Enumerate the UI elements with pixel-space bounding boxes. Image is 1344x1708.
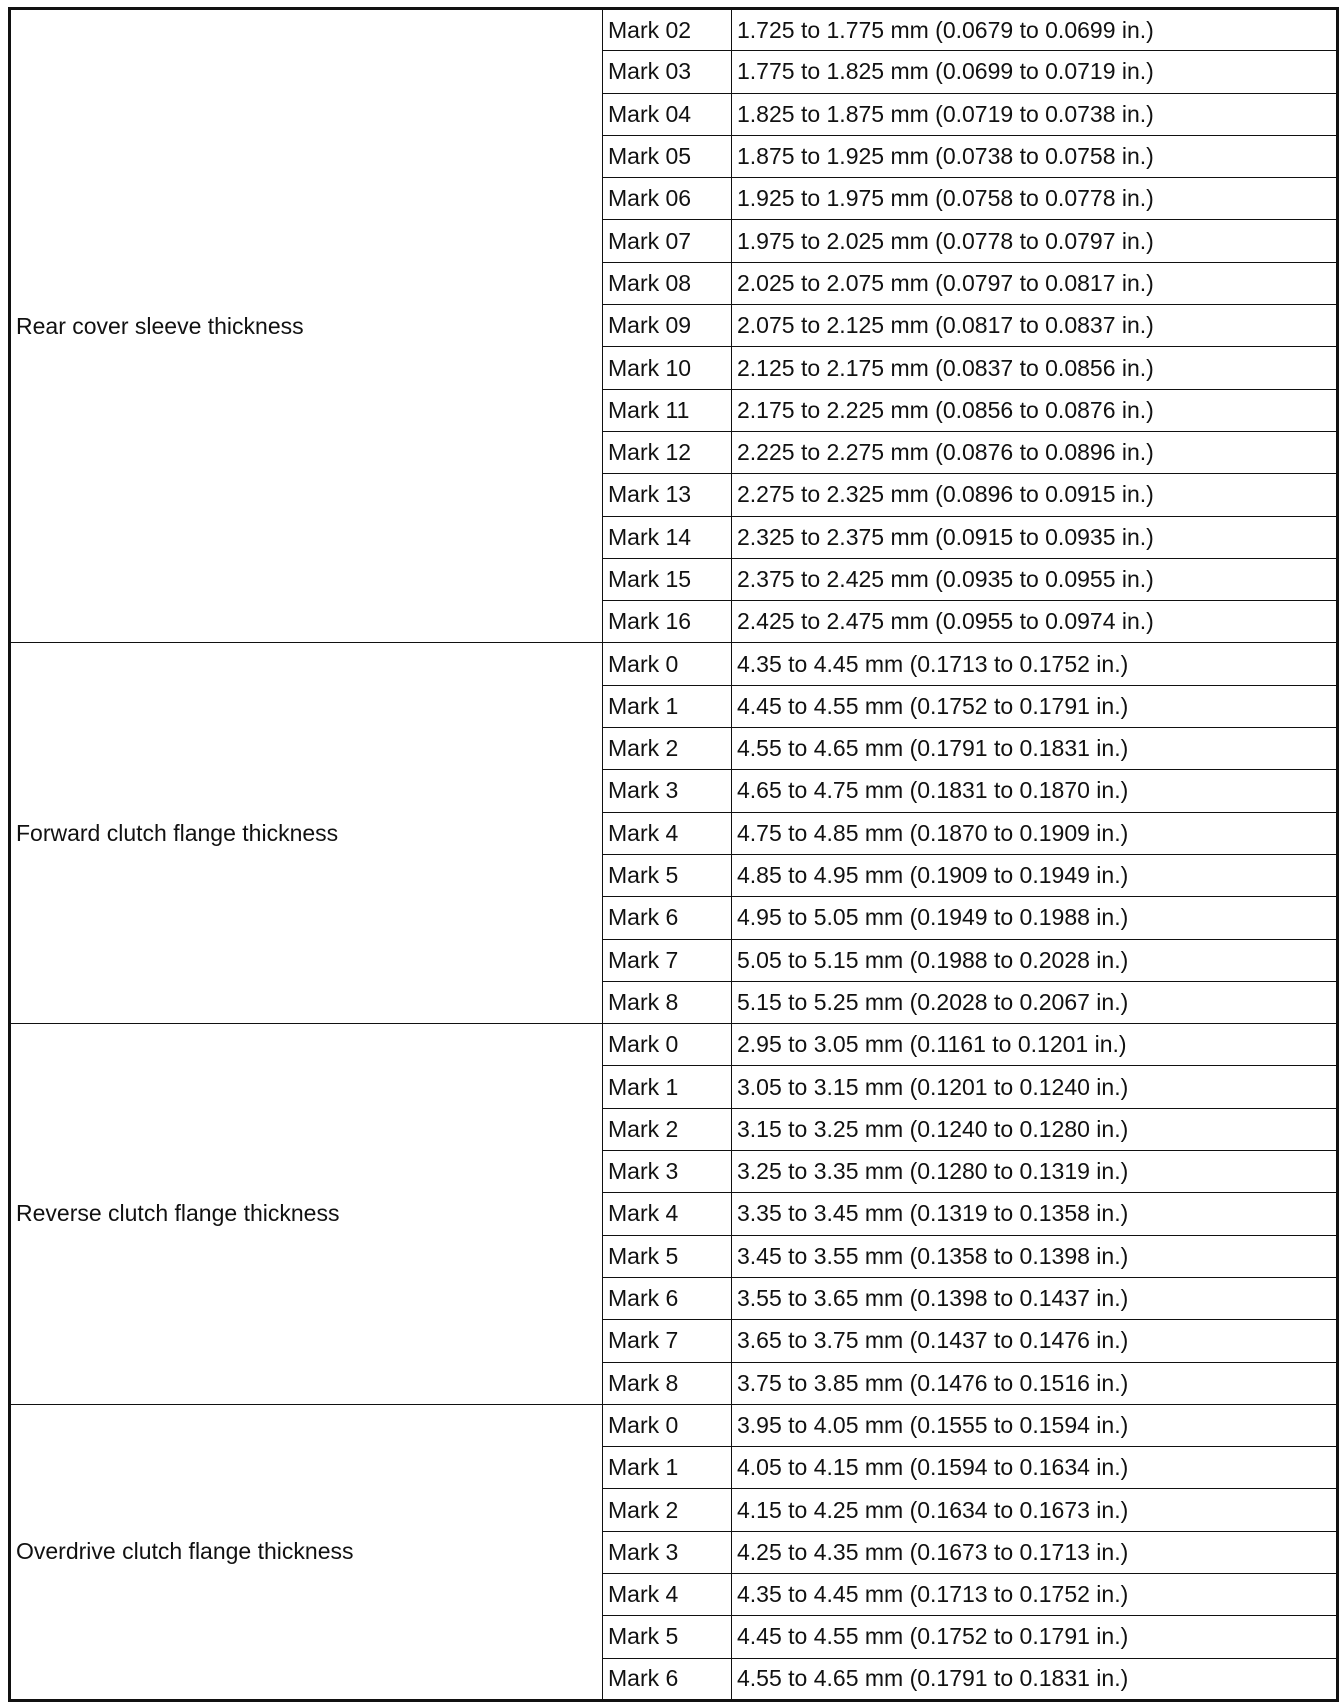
table-row bbox=[10, 643, 1338, 685]
mark-cell: Mark 05 bbox=[603, 135, 732, 177]
mark-cell: Mark 6 bbox=[603, 1277, 732, 1319]
mark-cell: Mark 3 bbox=[603, 1531, 732, 1573]
thickness-range-cell: 3.45 to 3.55 mm (0.1358 to 0.1398 in.) bbox=[732, 1235, 1338, 1277]
thickness-range-cell: 4.35 to 4.45 mm (0.1713 to 0.1752 in.) bbox=[732, 1573, 1338, 1615]
thickness-range-cell: 2.375 to 2.425 mm (0.0935 to 0.0955 in.) bbox=[732, 558, 1338, 600]
thickness-range-cell: 4.25 to 4.35 mm (0.1673 to 0.1713 in.) bbox=[732, 1531, 1338, 1573]
thickness-range-cell: 3.15 to 3.25 mm (0.1240 to 0.1280 in.) bbox=[732, 1108, 1338, 1150]
mark-cell: Mark 06 bbox=[603, 178, 732, 220]
thickness-range-cell: 3.65 to 3.75 mm (0.1437 to 0.1476 in.) bbox=[732, 1320, 1338, 1362]
thickness-range-cell: 5.15 to 5.25 mm (0.2028 to 0.2067 in.) bbox=[732, 981, 1338, 1023]
thickness-range-cell: 2.425 to 2.475 mm (0.0955 to 0.0974 in.) bbox=[732, 601, 1338, 643]
mark-cell: Mark 14 bbox=[603, 516, 732, 558]
group-label: Reverse clutch flange thickness bbox=[10, 1024, 603, 1405]
mark-cell: Mark 3 bbox=[603, 770, 732, 812]
mark-cell: Mark 12 bbox=[603, 431, 732, 473]
thickness-range-cell: 5.05 to 5.15 mm (0.1988 to 0.2028 in.) bbox=[732, 939, 1338, 981]
spec-table bbox=[8, 7, 1339, 1702]
thickness-range-cell: 3.55 to 3.65 mm (0.1398 to 0.1437 in.) bbox=[732, 1277, 1338, 1319]
table-row bbox=[10, 1024, 1338, 1066]
group-label: Rear cover sleeve thickness bbox=[10, 9, 603, 643]
mark-cell: Mark 7 bbox=[603, 939, 732, 981]
mark-cell: Mark 6 bbox=[603, 897, 732, 939]
mark-cell: Mark 1 bbox=[603, 1447, 732, 1489]
thickness-range-cell: 1.875 to 1.925 mm (0.0738 to 0.0758 in.) bbox=[732, 135, 1338, 177]
mark-cell: Mark 04 bbox=[603, 93, 732, 135]
thickness-range-cell: 4.45 to 4.55 mm (0.1752 to 0.1791 in.) bbox=[732, 1616, 1338, 1658]
mark-cell: Mark 10 bbox=[603, 347, 732, 389]
mark-cell: Mark 03 bbox=[603, 51, 732, 93]
mark-cell: Mark 15 bbox=[603, 558, 732, 600]
mark-cell: Mark 11 bbox=[603, 389, 732, 431]
thickness-range-cell: 1.775 to 1.825 mm (0.0699 to 0.0719 in.) bbox=[732, 51, 1338, 93]
thickness-range-cell: 2.225 to 2.275 mm (0.0876 to 0.0896 in.) bbox=[732, 431, 1338, 473]
thickness-range-cell: 2.075 to 2.125 mm (0.0817 to 0.0837 in.) bbox=[732, 305, 1338, 347]
mark-cell: Mark 07 bbox=[603, 220, 732, 262]
mark-cell: Mark 7 bbox=[603, 1320, 732, 1362]
thickness-range-cell: 4.75 to 4.85 mm (0.1870 to 0.1909 in.) bbox=[732, 812, 1338, 854]
mark-cell: Mark 02 bbox=[603, 9, 732, 51]
mark-cell: Mark 2 bbox=[603, 1489, 732, 1531]
mark-cell: Mark 2 bbox=[603, 1108, 732, 1150]
thickness-range-cell: 2.325 to 2.375 mm (0.0915 to 0.0935 in.) bbox=[732, 516, 1338, 558]
mark-cell: Mark 08 bbox=[603, 262, 732, 304]
thickness-range-cell: 2.025 to 2.075 mm (0.0797 to 0.0817 in.) bbox=[732, 262, 1338, 304]
mark-cell: Mark 0 bbox=[603, 1404, 732, 1446]
thickness-range-cell: 2.95 to 3.05 mm (0.1161 to 0.1201 in.) bbox=[732, 1024, 1338, 1066]
mark-cell: Mark 0 bbox=[603, 643, 732, 685]
thickness-range-cell: 4.05 to 4.15 mm (0.1594 to 0.1634 in.) bbox=[732, 1447, 1338, 1489]
table-row bbox=[10, 1404, 1338, 1446]
thickness-range-cell: 1.825 to 1.875 mm (0.0719 to 0.0738 in.) bbox=[732, 93, 1338, 135]
mark-cell: Mark 8 bbox=[603, 981, 732, 1023]
group-label: Forward clutch flange thickness bbox=[10, 643, 603, 1024]
mark-cell: Mark 2 bbox=[603, 728, 732, 770]
thickness-range-cell: 4.65 to 4.75 mm (0.1831 to 0.1870 in.) bbox=[732, 770, 1338, 812]
mark-cell: Mark 6 bbox=[603, 1658, 732, 1700]
mark-cell: Mark 09 bbox=[603, 305, 732, 347]
mark-cell: Mark 16 bbox=[603, 601, 732, 643]
mark-cell: Mark 4 bbox=[603, 1573, 732, 1615]
thickness-range-cell: 4.95 to 5.05 mm (0.1949 to 0.1988 in.) bbox=[732, 897, 1338, 939]
mark-cell: Mark 4 bbox=[603, 812, 732, 854]
thickness-range-cell: 4.55 to 4.65 mm (0.1791 to 0.1831 in.) bbox=[732, 728, 1338, 770]
thickness-range-cell: 3.95 to 4.05 mm (0.1555 to 0.1594 in.) bbox=[732, 1404, 1338, 1446]
group-label: Overdrive clutch flange thickness bbox=[10, 1404, 603, 1700]
thickness-range-cell: 2.175 to 2.225 mm (0.0856 to 0.0876 in.) bbox=[732, 389, 1338, 431]
mark-cell: Mark 0 bbox=[603, 1024, 732, 1066]
thickness-range-cell: 3.35 to 3.45 mm (0.1319 to 0.1358 in.) bbox=[732, 1193, 1338, 1235]
thickness-range-cell: 1.975 to 2.025 mm (0.0778 to 0.0797 in.) bbox=[732, 220, 1338, 262]
thickness-range-cell: 2.275 to 2.325 mm (0.0896 to 0.0915 in.) bbox=[732, 474, 1338, 516]
mark-cell: Mark 8 bbox=[603, 1362, 732, 1404]
mark-cell: Mark 5 bbox=[603, 854, 732, 896]
thickness-range-cell: 4.55 to 4.65 mm (0.1791 to 0.1831 in.) bbox=[732, 1658, 1338, 1700]
mark-cell: Mark 3 bbox=[603, 1151, 732, 1193]
thickness-range-cell: 3.25 to 3.35 mm (0.1280 to 0.1319 in.) bbox=[732, 1151, 1338, 1193]
mark-cell: Mark 5 bbox=[603, 1616, 732, 1658]
table-row bbox=[10, 9, 1338, 51]
mark-cell: Mark 4 bbox=[603, 1193, 732, 1235]
thickness-range-cell: 1.725 to 1.775 mm (0.0679 to 0.0699 in.) bbox=[732, 9, 1338, 51]
mark-cell: Mark 13 bbox=[603, 474, 732, 516]
thickness-range-cell: 4.15 to 4.25 mm (0.1634 to 0.1673 in.) bbox=[732, 1489, 1338, 1531]
thickness-range-cell: 1.925 to 1.975 mm (0.0758 to 0.0778 in.) bbox=[732, 178, 1338, 220]
mark-cell: Mark 1 bbox=[603, 685, 732, 727]
thickness-range-cell: 3.05 to 3.15 mm (0.1201 to 0.1240 in.) bbox=[732, 1066, 1338, 1108]
thickness-range-cell: 2.125 to 2.175 mm (0.0837 to 0.0856 in.) bbox=[732, 347, 1338, 389]
mark-cell: Mark 5 bbox=[603, 1235, 732, 1277]
thickness-range-cell: 4.45 to 4.55 mm (0.1752 to 0.1791 in.) bbox=[732, 685, 1338, 727]
thickness-range-cell: 4.85 to 4.95 mm (0.1909 to 0.1949 in.) bbox=[732, 854, 1338, 896]
spec-table-body bbox=[10, 9, 1338, 1701]
thickness-range-cell: 3.75 to 3.85 mm (0.1476 to 0.1516 in.) bbox=[732, 1362, 1338, 1404]
thickness-range-cell: 4.35 to 4.45 mm (0.1713 to 0.1752 in.) bbox=[732, 643, 1338, 685]
mark-cell: Mark 1 bbox=[603, 1066, 732, 1108]
